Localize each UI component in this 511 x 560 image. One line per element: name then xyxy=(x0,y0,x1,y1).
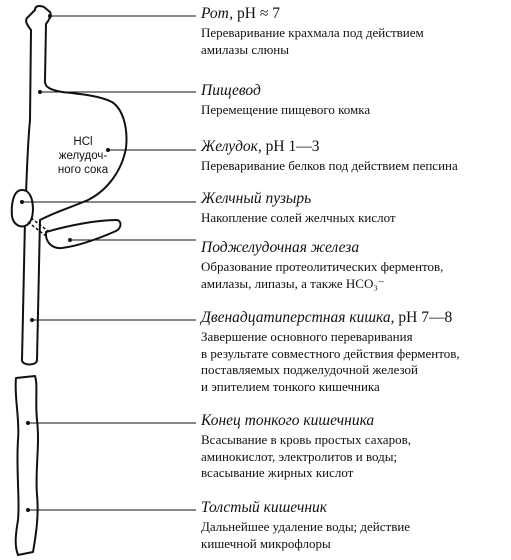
large-intestine-shape xyxy=(16,376,38,555)
pancreas-shape xyxy=(46,220,121,248)
section-title: Пищевод xyxy=(201,82,261,99)
section-description: Завершение основного переваривания в результате совместного действия ферментов, поставляемых поджелудочной железой и эпителием тонкого кишечника xyxy=(201,329,460,394)
section-mouth xyxy=(201,5,507,58)
section-description: Накопление солей желчных кислот xyxy=(201,210,396,225)
section-description: Образование протеолитических ферментов, амилазы, липазы, а также HCO₃⁻ xyxy=(201,259,444,291)
section-gallbladder xyxy=(201,190,507,227)
section-esophagus xyxy=(201,82,507,119)
section-description: Всасывание в кровь простых сахаров, аминокислот, электролитов и воды; всасывание жирных кислот xyxy=(201,432,411,480)
section-description: Переваривание крахмала под действием амилазы слюны xyxy=(201,25,424,57)
section-small-intestine-end xyxy=(201,412,507,482)
section-title: Рот, pH ≈ 7 xyxy=(201,5,280,22)
section-pancreas xyxy=(201,239,507,292)
section-title: Конец тонкого кишечника xyxy=(201,412,375,429)
stomach-hcl-label: HCl желудоч- ного сока xyxy=(57,136,109,176)
section-duodenum xyxy=(201,309,507,395)
section-title: Желчный пузырь xyxy=(201,190,312,207)
gallbladder-shape xyxy=(12,190,33,226)
section-title: Желудок, pH 1—3 xyxy=(201,138,320,155)
section-title: Поджелудочная железа xyxy=(201,239,360,256)
section-title: Двенадцатиперстная кишка, pH 7—8 xyxy=(201,309,453,326)
section-description: Дальнейшее удаление воды; действие кишечной микрофлоры xyxy=(201,519,411,551)
section-description: Перемещение пищевого комка xyxy=(201,102,371,117)
section-title: Толстый кишечник xyxy=(201,499,328,516)
section-description: Переваривание белков под действием пепсина xyxy=(201,158,458,173)
digestive-tract-outline xyxy=(22,6,126,365)
section-stomach xyxy=(201,138,507,175)
section-large-intestine xyxy=(201,499,507,552)
